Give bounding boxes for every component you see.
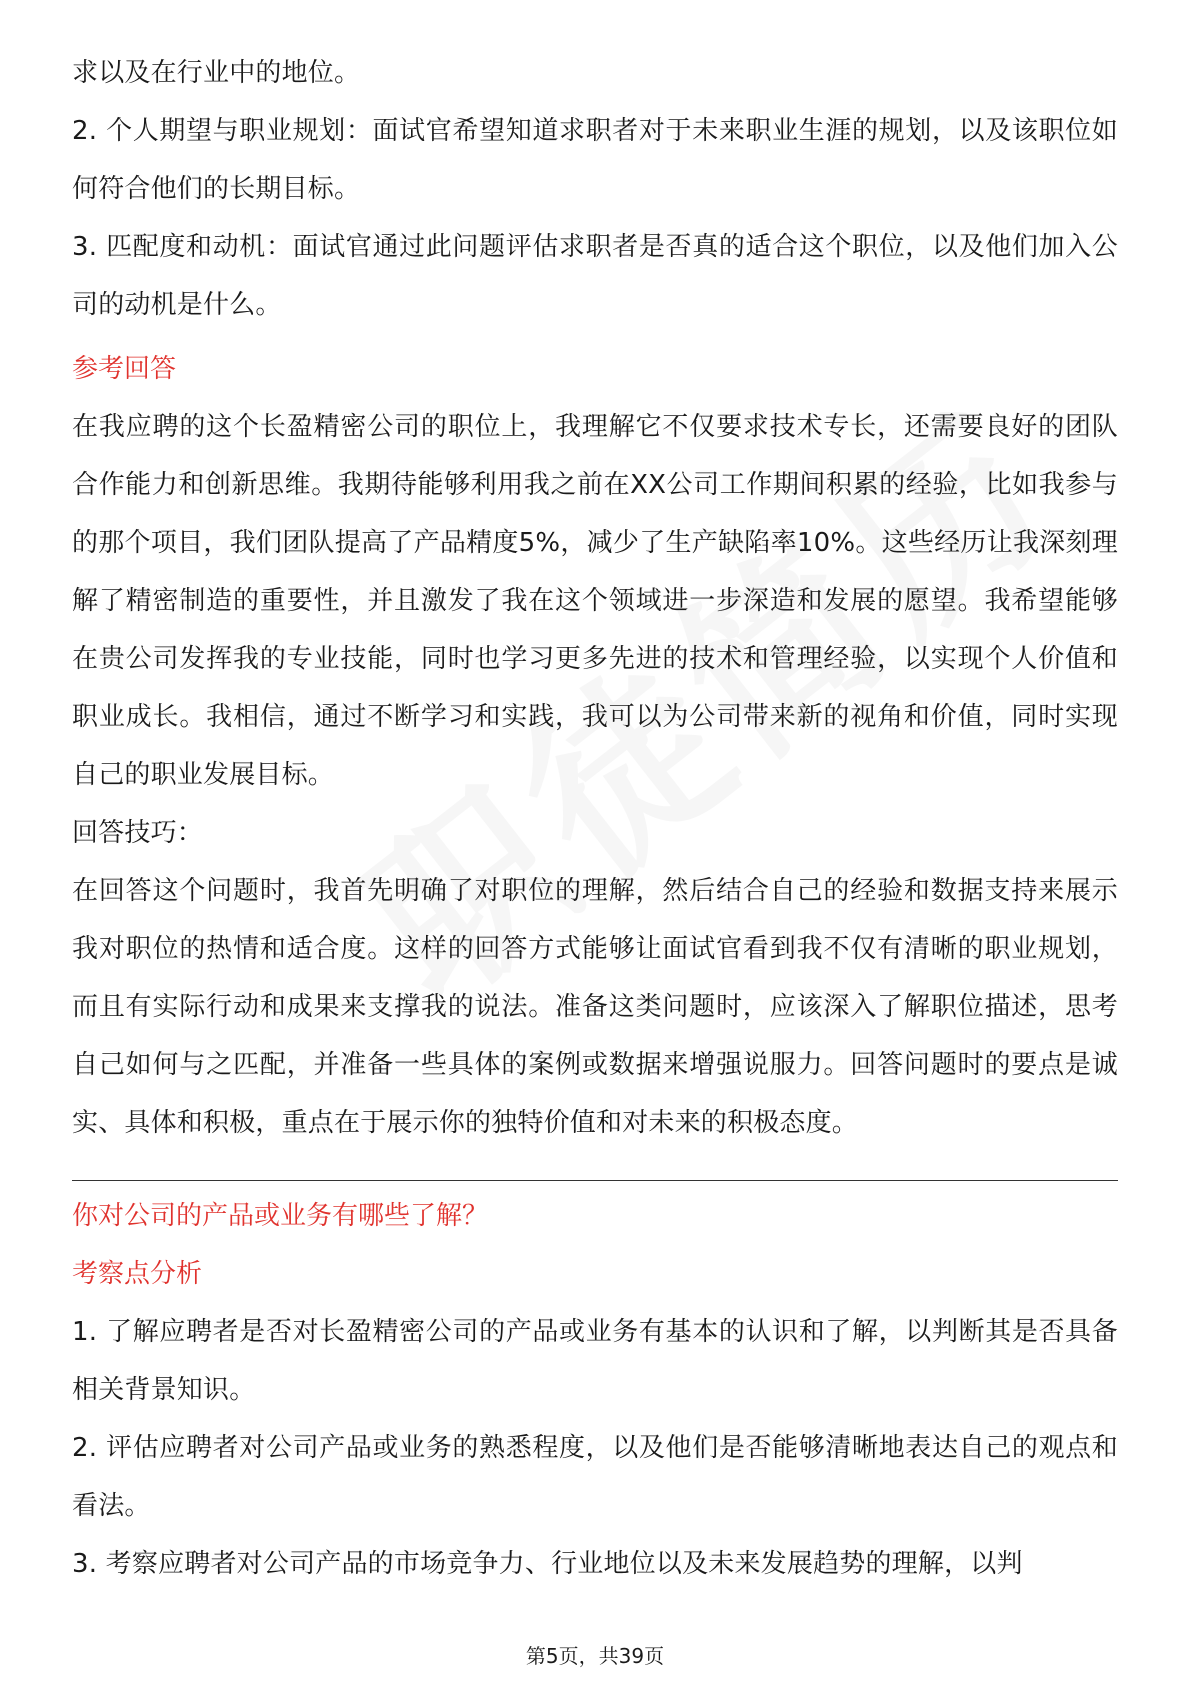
paragraph-point-2: 2. 个人期望与职业规划：面试官希望知道求职者对于未来职业生涯的规划，以及该职位如何符合他们的长期目标。 (72, 116, 1118, 204)
reference-answer-text: 在我应聘的这个长盈精密公司的职位上，我理解它不仅要求技术专长，还需要良好的团队合作能力和创新思维。我期待能够利用我之前在XX公司工作期间积累的经验，比如我参与的那个项目，我们团队提高了产品精度5%，减少了生产缺陷率10%。这些经历让我深刻理解了精密制造的重要性，并且激发了我在这个领域进一步深造和发展的愿望。我希望能够在贵公司发挥我的专业技能，同时也学习更多先进的技术和管理经验，以实现个人价值和职业成长。我相信，通过不断学习和实践，我可以为公司带来新的视角和价值，同时实现自己的职业发展目标。 (72, 412, 1118, 790)
page-content (72, 44, 1118, 1593)
reference-answer-heading: 参考回答 (72, 354, 177, 384)
analysis-point-2: 2. 评估应聘者对公司产品或业务的熟悉程度，以及他们是否能够清晰地表达自己的观点和看法。 (72, 1433, 1118, 1521)
paragraph-continuation: 求以及在行业中的地位。 (72, 58, 361, 88)
question-title: 你对公司的产品或业务有哪些了解？ (72, 1201, 489, 1231)
analysis-heading: 考察点分析 (72, 1259, 203, 1289)
section-divider (72, 1180, 1118, 1181)
answer-tips-text: 在回答这个问题时，我首先明确了对职位的理解，然后结合自己的经验和数据支持来展示我对职位的热情和适合度。这样的回答方式能够让面试官看到我不仅有清晰的职业规划，而且有实际行动和成果来支撑我的说法。准备这类问题时，应该深入了解职位描述，思考自己如何与之匹配，并准备一些具体的案例或数据来增强说服力。回答问题时的要点是诚实、具体和积极，重点在于展示你的独特价值和对未来的积极态度。 (72, 876, 1118, 1138)
answer-tips-label: 回答技巧： (72, 818, 204, 848)
analysis-point-1: 1. 了解应聘者是否对长盈精密公司的产品或业务有基本的认识和了解，以判断其是否具备相关背景知识。 (72, 1317, 1118, 1405)
analysis-point-3: 3. 考察应聘者对公司产品的市场竞争力、行业地位以及未来发展趋势的理解，以判 (72, 1549, 1023, 1579)
paragraph-point-3: 3. 匹配度和动机：面试官通过此问题评估求职者是否真的适合这个职位，以及他们加入公司的动机是什么。 (72, 232, 1118, 320)
page-number-footer: 第5页，共39页 (525, 1644, 665, 1668)
